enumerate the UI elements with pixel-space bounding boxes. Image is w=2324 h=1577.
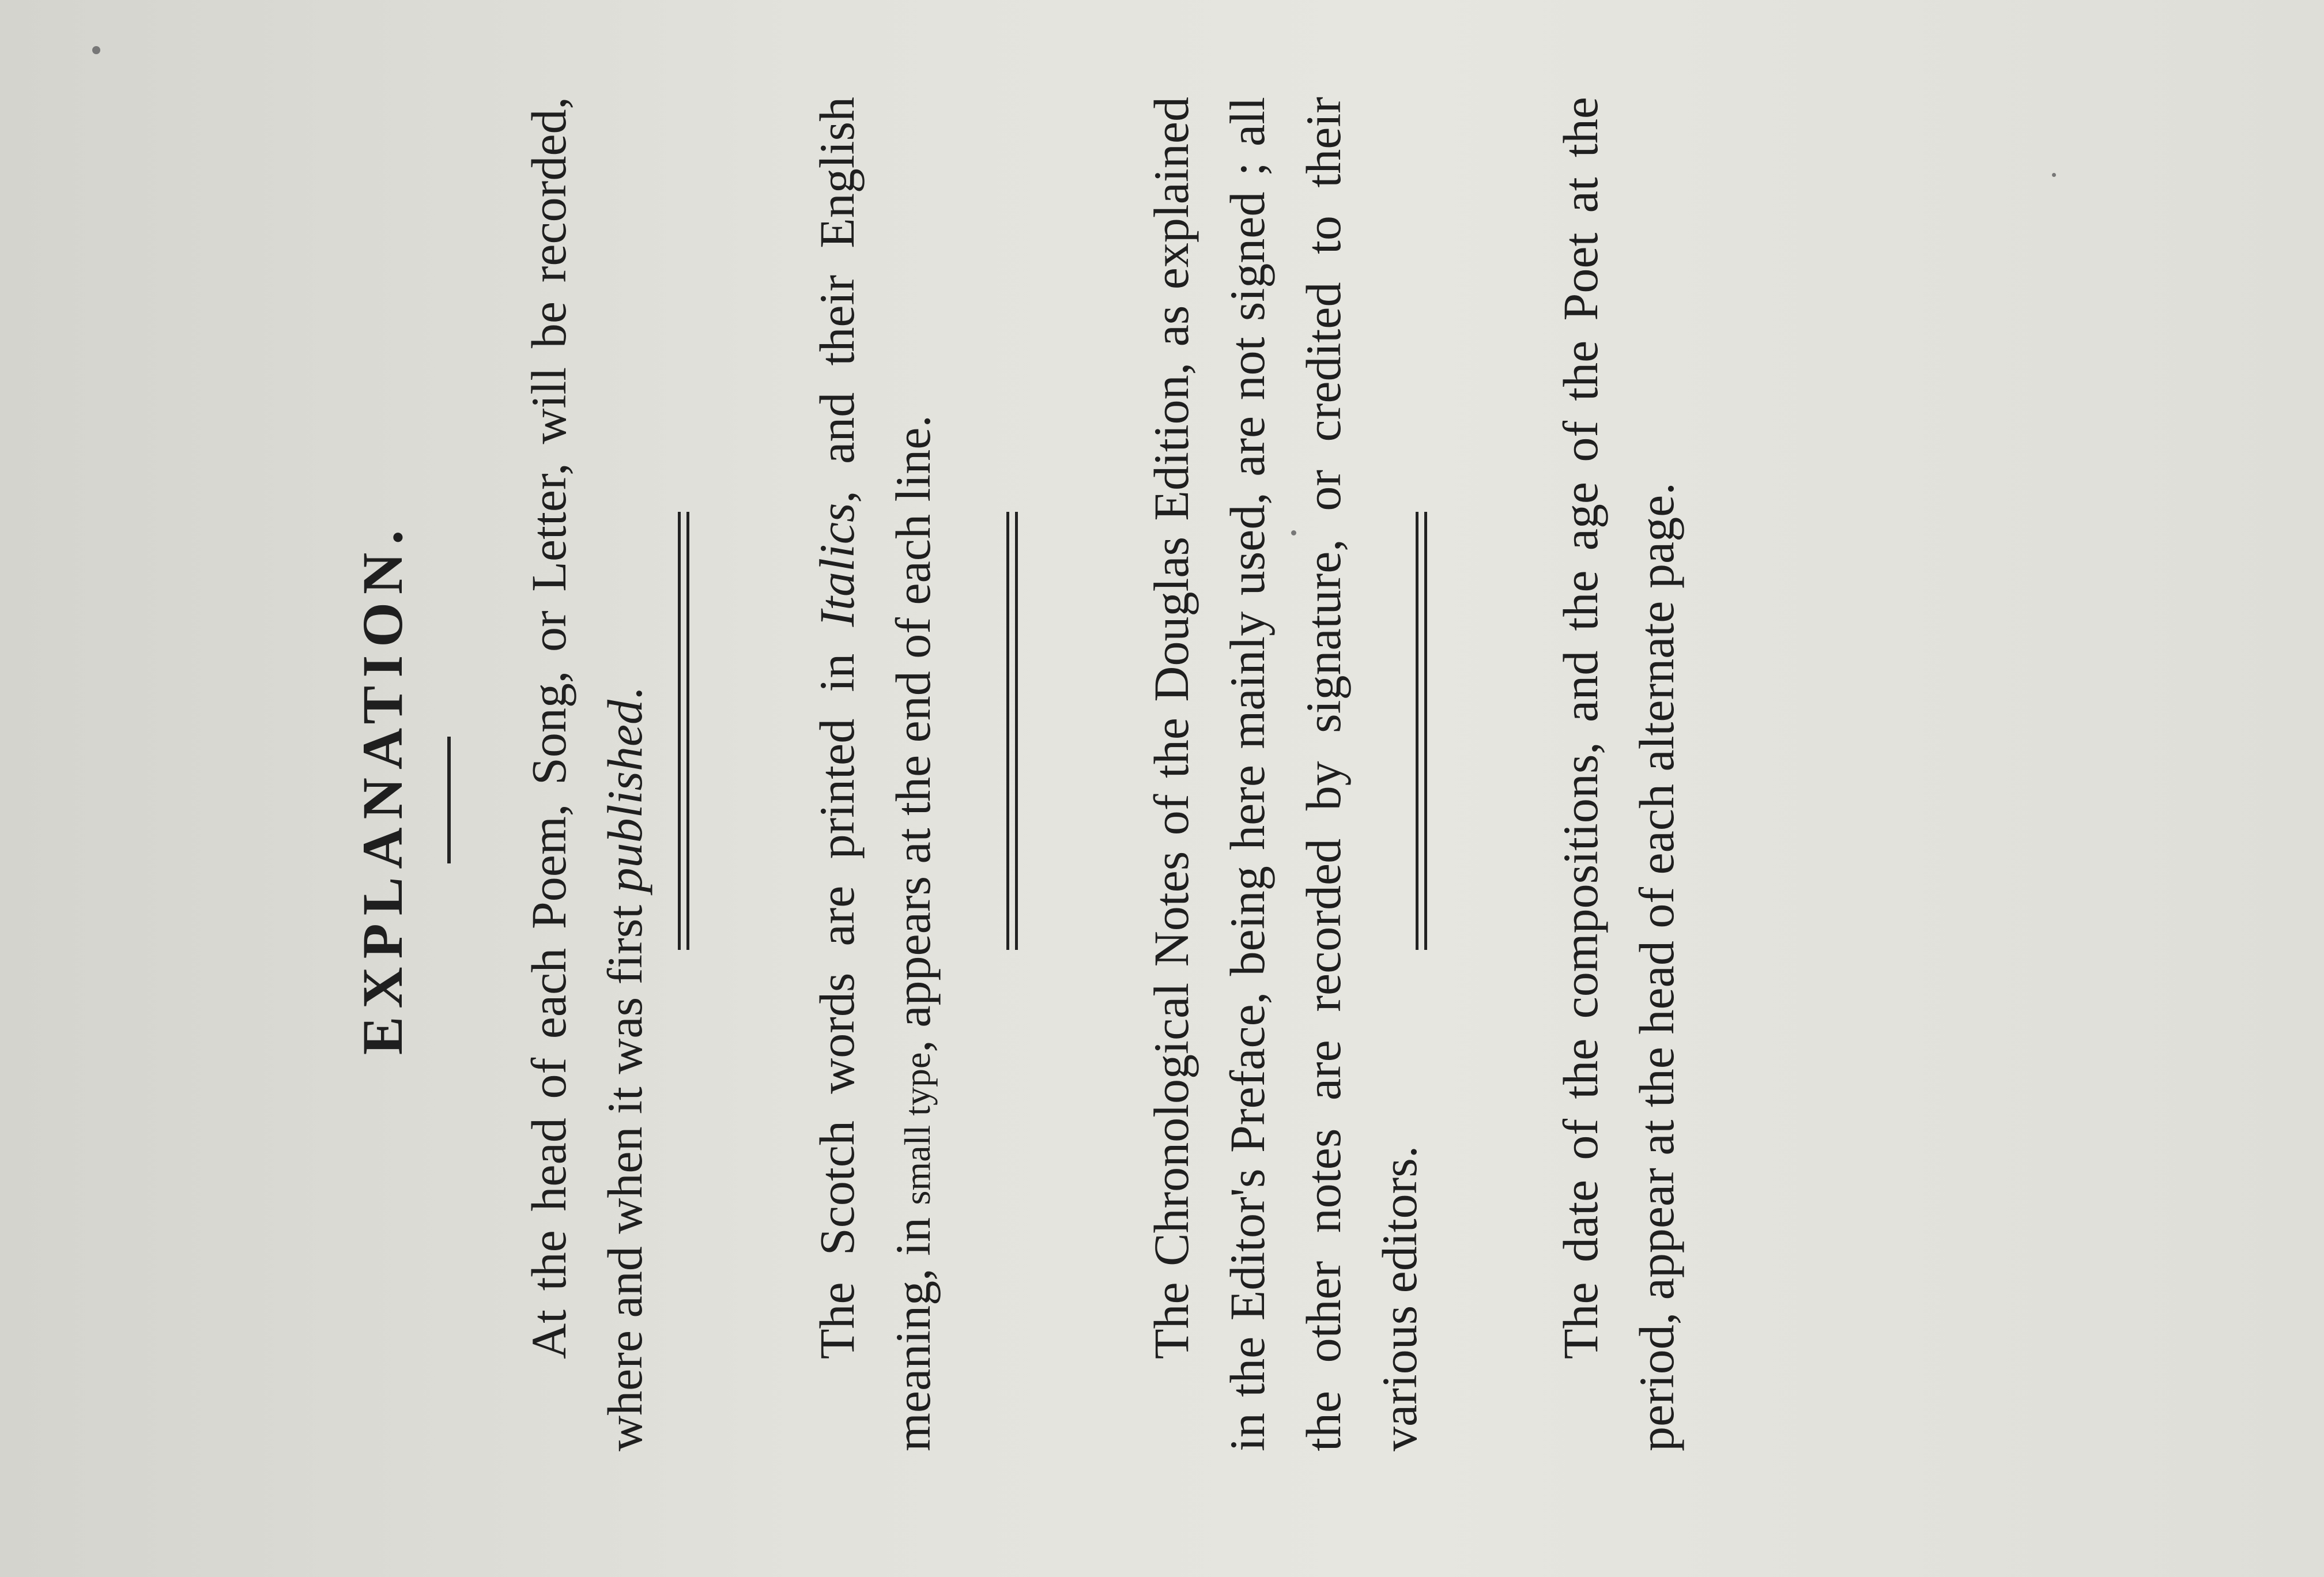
- paragraph-text: The Scotch words are printed in: [809, 627, 865, 1359]
- paragraph-text: , appears at the end of each line.: [885, 415, 941, 1052]
- italic-word: published: [597, 699, 652, 893]
- paragraph-dates: The date of the compositions, and the age of the Poet at the period, appear at the head of each alternate page.: [1553, 97, 1684, 1451]
- paragraph-text: , and their English meaning, in: [809, 97, 941, 1451]
- paragraph-publication: [511, 97, 663, 1451]
- double-rule-divider: [1416, 512, 1427, 950]
- paragraph-text: At the head of each Poem, Song, or Letter, will be recorded, where and when it was first: [521, 97, 652, 1451]
- paragraph-scotch-words: [799, 97, 956, 1451]
- page-text-block: [338, 39, 1986, 1538]
- small-type-text: small type: [897, 1052, 938, 1205]
- double-rule-divider: [1006, 512, 1018, 950]
- paper-speck: [2052, 173, 2056, 177]
- paragraph-chronological-notes: The Chronological Notes of the Douglas Edition, as explained in the Editor's Preface, being here mainly used, are not signed ; all the other notes are recorded by signature, or credited to their various editors.: [1144, 97, 1427, 1451]
- paper-speck: [92, 46, 100, 54]
- paragraph-text: .: [597, 687, 652, 700]
- italic-word: Italics: [809, 503, 865, 627]
- double-rule-divider: [678, 512, 689, 950]
- page-content: [350, 39, 1684, 1538]
- page-title: EXPLANATION.: [350, 522, 414, 1055]
- title-rule: [447, 737, 451, 863]
